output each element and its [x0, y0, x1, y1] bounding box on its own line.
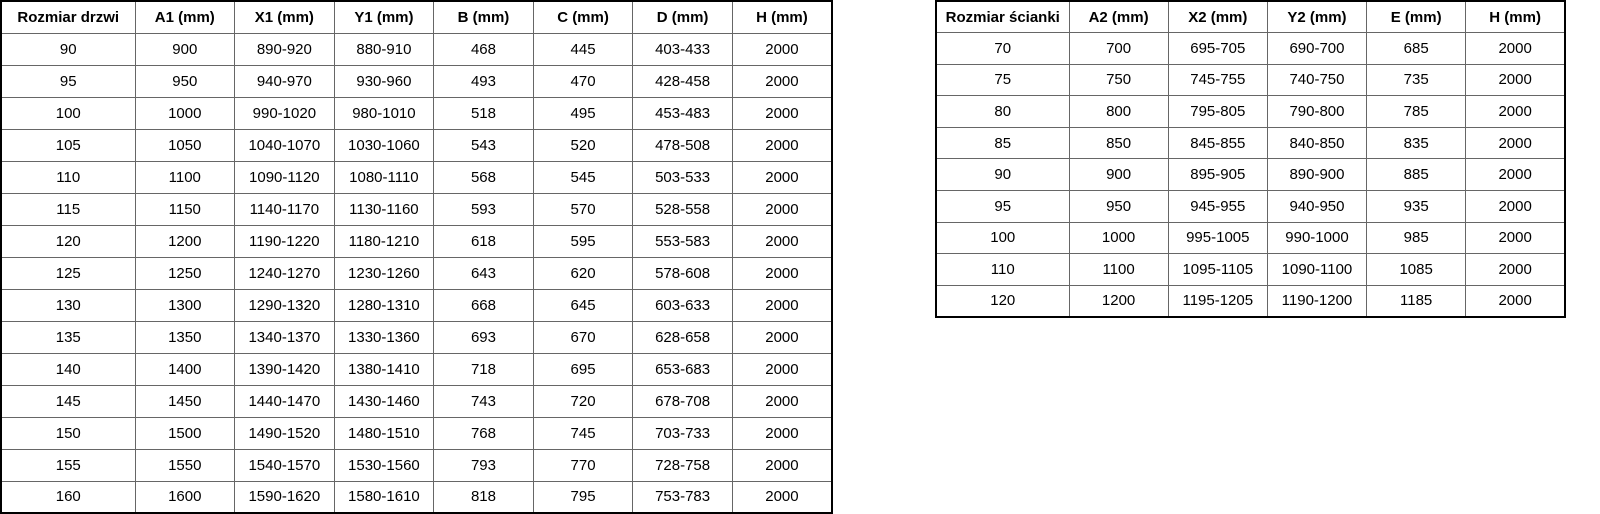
table-cell: 1490-1520 [235, 417, 335, 449]
table-cell: 653-683 [633, 353, 733, 385]
table-cell: 700 [1069, 33, 1168, 65]
table-cell: 1250 [135, 257, 235, 289]
table-cell: 980-1010 [334, 97, 434, 129]
table-cell: 995-1005 [1168, 222, 1267, 254]
table-cell: 1440-1470 [235, 385, 335, 417]
table-row [1, 481, 832, 513]
table-cell: 140 [1, 353, 135, 385]
table-cell: 110 [936, 254, 1069, 286]
table-cell: 1130-1160 [334, 193, 434, 225]
table-row [1, 353, 832, 385]
table-cell: 2000 [732, 353, 832, 385]
table-cell: 750 [1069, 64, 1168, 96]
table-row [1, 65, 832, 97]
table-cell: 1085 [1367, 254, 1466, 286]
table-row [936, 254, 1565, 286]
table-cell: 1400 [135, 353, 235, 385]
table-cell: 2000 [732, 385, 832, 417]
table-cell: 2000 [1466, 64, 1565, 96]
table-row [936, 159, 1565, 191]
table-cell: 935 [1367, 191, 1466, 223]
table-cell: 495 [533, 97, 633, 129]
table-cell: 895-905 [1168, 159, 1267, 191]
table-cell: 793 [434, 449, 534, 481]
table-cell: 105 [1, 129, 135, 161]
table-cell: 720 [533, 385, 633, 417]
table-cell: 880-910 [334, 33, 434, 65]
table-cell: 2000 [732, 161, 832, 193]
column-header: B (mm) [434, 1, 534, 33]
table-cell: 620 [533, 257, 633, 289]
wall-table-header-row [936, 1, 1565, 33]
table-cell: 1290-1320 [235, 289, 335, 321]
table-cell: 593 [434, 193, 534, 225]
table-cell: 1480-1510 [334, 417, 434, 449]
table-cell: 1100 [1069, 254, 1168, 286]
table-row [936, 285, 1565, 317]
table-cell: 2000 [732, 481, 832, 513]
table-cell: 1090-1120 [235, 161, 335, 193]
table-cell: 753-783 [633, 481, 733, 513]
table-cell: 690-700 [1267, 33, 1366, 65]
table-cell: 2000 [732, 33, 832, 65]
table-cell: 2000 [732, 417, 832, 449]
table-cell: 145 [1, 385, 135, 417]
table-row [936, 127, 1565, 159]
table-cell: 468 [434, 33, 534, 65]
table-cell: 2000 [1466, 191, 1565, 223]
table-cell: 2000 [1466, 127, 1565, 159]
table-cell: 603-633 [633, 289, 733, 321]
table-cell: 835 [1367, 127, 1466, 159]
table-cell: 890-900 [1267, 159, 1366, 191]
table-cell: 428-458 [633, 65, 733, 97]
table-cell: 1390-1420 [235, 353, 335, 385]
table-cell: 718 [434, 353, 534, 385]
table-cell: 70 [936, 33, 1069, 65]
table-cell: 150 [1, 417, 135, 449]
table-cell: 1580-1610 [334, 481, 434, 513]
column-header: E (mm) [1367, 1, 1466, 33]
table-cell: 818 [434, 481, 534, 513]
table-cell: 528-558 [633, 193, 733, 225]
column-header: X2 (mm) [1168, 1, 1267, 33]
column-header: D (mm) [633, 1, 733, 33]
table-row [936, 64, 1565, 96]
table-cell: 160 [1, 481, 135, 513]
column-header: A1 (mm) [135, 1, 235, 33]
table-cell: 503-533 [633, 161, 733, 193]
table-cell: 940-950 [1267, 191, 1366, 223]
table-cell: 2000 [1466, 33, 1565, 65]
table-cell: 553-583 [633, 225, 733, 257]
table-cell: 80 [936, 96, 1069, 128]
table-row [1, 225, 832, 257]
table-cell: 1530-1560 [334, 449, 434, 481]
table-cell: 885 [1367, 159, 1466, 191]
table-cell: 2000 [1466, 96, 1565, 128]
table-cell: 900 [1069, 159, 1168, 191]
table-cell: 453-483 [633, 97, 733, 129]
table-cell: 1600 [135, 481, 235, 513]
table-cell: 115 [1, 193, 135, 225]
table-cell: 2000 [1466, 285, 1565, 317]
table-cell: 1030-1060 [334, 129, 434, 161]
table-cell: 1185 [1367, 285, 1466, 317]
column-header: H (mm) [732, 1, 832, 33]
column-header: Y2 (mm) [1267, 1, 1366, 33]
table-cell: 1500 [135, 417, 235, 449]
table-cell: 985 [1367, 222, 1466, 254]
table-cell: 945-955 [1168, 191, 1267, 223]
table-cell: 2000 [732, 289, 832, 321]
table-row [1, 161, 832, 193]
column-header: Rozmiar drzwi [1, 1, 135, 33]
table-cell: 75 [936, 64, 1069, 96]
table-cell: 768 [434, 417, 534, 449]
table-cell: 125 [1, 257, 135, 289]
table-cell: 1300 [135, 289, 235, 321]
table-cell: 90 [936, 159, 1069, 191]
table-row [936, 222, 1565, 254]
table-cell: 2000 [732, 129, 832, 161]
table-cell: 743 [434, 385, 534, 417]
table-cell: 595 [533, 225, 633, 257]
table-cell: 110 [1, 161, 135, 193]
column-header: Y1 (mm) [334, 1, 434, 33]
column-header: X1 (mm) [235, 1, 335, 33]
table-row [936, 191, 1565, 223]
table-cell: 900 [135, 33, 235, 65]
table-cell: 518 [434, 97, 534, 129]
table-row [1, 385, 832, 417]
table-cell: 1190-1220 [235, 225, 335, 257]
table-row [1, 289, 832, 321]
table-cell: 478-508 [633, 129, 733, 161]
table-cell: 135 [1, 321, 135, 353]
table-cell: 2000 [732, 257, 832, 289]
table-cell: 703-733 [633, 417, 733, 449]
table-cell: 1550 [135, 449, 235, 481]
table-cell: 120 [1, 225, 135, 257]
table-cell: 520 [533, 129, 633, 161]
table-cell: 1195-1205 [1168, 285, 1267, 317]
table-cell: 445 [533, 33, 633, 65]
column-header: Rozmiar ścianki [936, 1, 1069, 33]
table-cell: 785 [1367, 96, 1466, 128]
table-cell: 890-920 [235, 33, 335, 65]
table-cell: 493 [434, 65, 534, 97]
table-cell: 740-750 [1267, 64, 1366, 96]
table-cell: 1180-1210 [334, 225, 434, 257]
table-cell: 950 [135, 65, 235, 97]
table-cell: 570 [533, 193, 633, 225]
table-cell: 1090-1100 [1267, 254, 1366, 286]
table-cell: 678-708 [633, 385, 733, 417]
table-cell: 543 [434, 129, 534, 161]
table-cell: 100 [936, 222, 1069, 254]
table-row [1, 97, 832, 129]
table-row [1, 321, 832, 353]
table-cell: 1095-1105 [1168, 254, 1267, 286]
table-cell: 790-800 [1267, 96, 1366, 128]
table-cell: 645 [533, 289, 633, 321]
table-cell: 735 [1367, 64, 1466, 96]
table-cell: 2000 [1466, 159, 1565, 191]
door-table-header-row [1, 1, 832, 33]
table-cell: 403-433 [633, 33, 733, 65]
table-cell: 1430-1460 [334, 385, 434, 417]
table-cell: 2000 [732, 97, 832, 129]
table-cell: 1000 [135, 97, 235, 129]
table-cell: 795 [533, 481, 633, 513]
column-header: A2 (mm) [1069, 1, 1168, 33]
table-cell: 95 [936, 191, 1069, 223]
table-row [1, 193, 832, 225]
table-cell: 2000 [732, 193, 832, 225]
table-cell: 618 [434, 225, 534, 257]
table-cell: 120 [936, 285, 1069, 317]
table-cell: 1240-1270 [235, 257, 335, 289]
table-cell: 695-705 [1168, 33, 1267, 65]
table-row [1, 33, 832, 65]
table-cell: 1230-1260 [334, 257, 434, 289]
table-row [1, 257, 832, 289]
table-cell: 770 [533, 449, 633, 481]
table-cell: 1200 [1069, 285, 1168, 317]
table-row [936, 96, 1565, 128]
table-row [1, 417, 832, 449]
table-cell: 130 [1, 289, 135, 321]
table-cell: 1200 [135, 225, 235, 257]
wall-size-table [935, 0, 1566, 318]
table-cell: 693 [434, 321, 534, 353]
table-cell: 100 [1, 97, 135, 129]
table-cell: 728-758 [633, 449, 733, 481]
table-cell: 1280-1310 [334, 289, 434, 321]
table-cell: 670 [533, 321, 633, 353]
table-cell: 470 [533, 65, 633, 97]
table-cell: 2000 [732, 225, 832, 257]
table-cell: 2000 [732, 321, 832, 353]
column-header: C (mm) [533, 1, 633, 33]
column-header: H (mm) [1466, 1, 1565, 33]
table-cell: 1150 [135, 193, 235, 225]
table-row [1, 449, 832, 481]
table-cell: 668 [434, 289, 534, 321]
table-cell: 990-1000 [1267, 222, 1366, 254]
table-cell: 1330-1360 [334, 321, 434, 353]
table-cell: 2000 [732, 65, 832, 97]
table-cell: 155 [1, 449, 135, 481]
table-cell: 990-1020 [235, 97, 335, 129]
table-cell: 845-855 [1168, 127, 1267, 159]
table-cell: 85 [936, 127, 1069, 159]
table-cell: 1080-1110 [334, 161, 434, 193]
table-cell: 90 [1, 33, 135, 65]
table-cell: 1450 [135, 385, 235, 417]
table-cell: 930-960 [334, 65, 434, 97]
table-cell: 745-755 [1168, 64, 1267, 96]
table-cell: 685 [1367, 33, 1466, 65]
table-cell: 628-658 [633, 321, 733, 353]
table-cell: 1050 [135, 129, 235, 161]
table-cell: 1140-1170 [235, 193, 335, 225]
table-cell: 840-850 [1267, 127, 1366, 159]
table-cell: 745 [533, 417, 633, 449]
table-cell: 1590-1620 [235, 481, 335, 513]
table-cell: 2000 [1466, 254, 1565, 286]
table-cell: 1040-1070 [235, 129, 335, 161]
table-row [936, 33, 1565, 65]
table-cell: 940-970 [235, 65, 335, 97]
table-cell: 545 [533, 161, 633, 193]
table-cell: 800 [1069, 96, 1168, 128]
table-cell: 695 [533, 353, 633, 385]
table-cell: 1380-1410 [334, 353, 434, 385]
table-cell: 95 [1, 65, 135, 97]
table-cell: 850 [1069, 127, 1168, 159]
table-cell: 795-805 [1168, 96, 1267, 128]
table-cell: 950 [1069, 191, 1168, 223]
table-cell: 568 [434, 161, 534, 193]
table-cell: 1100 [135, 161, 235, 193]
table-cell: 2000 [1466, 222, 1565, 254]
table-cell: 1350 [135, 321, 235, 353]
table-cell: 578-608 [633, 257, 733, 289]
table-row [1, 129, 832, 161]
table-cell: 643 [434, 257, 534, 289]
table-cell: 1000 [1069, 222, 1168, 254]
table-cell: 1340-1370 [235, 321, 335, 353]
table-cell: 1540-1570 [235, 449, 335, 481]
table-cell: 1190-1200 [1267, 285, 1366, 317]
table-cell: 2000 [732, 449, 832, 481]
